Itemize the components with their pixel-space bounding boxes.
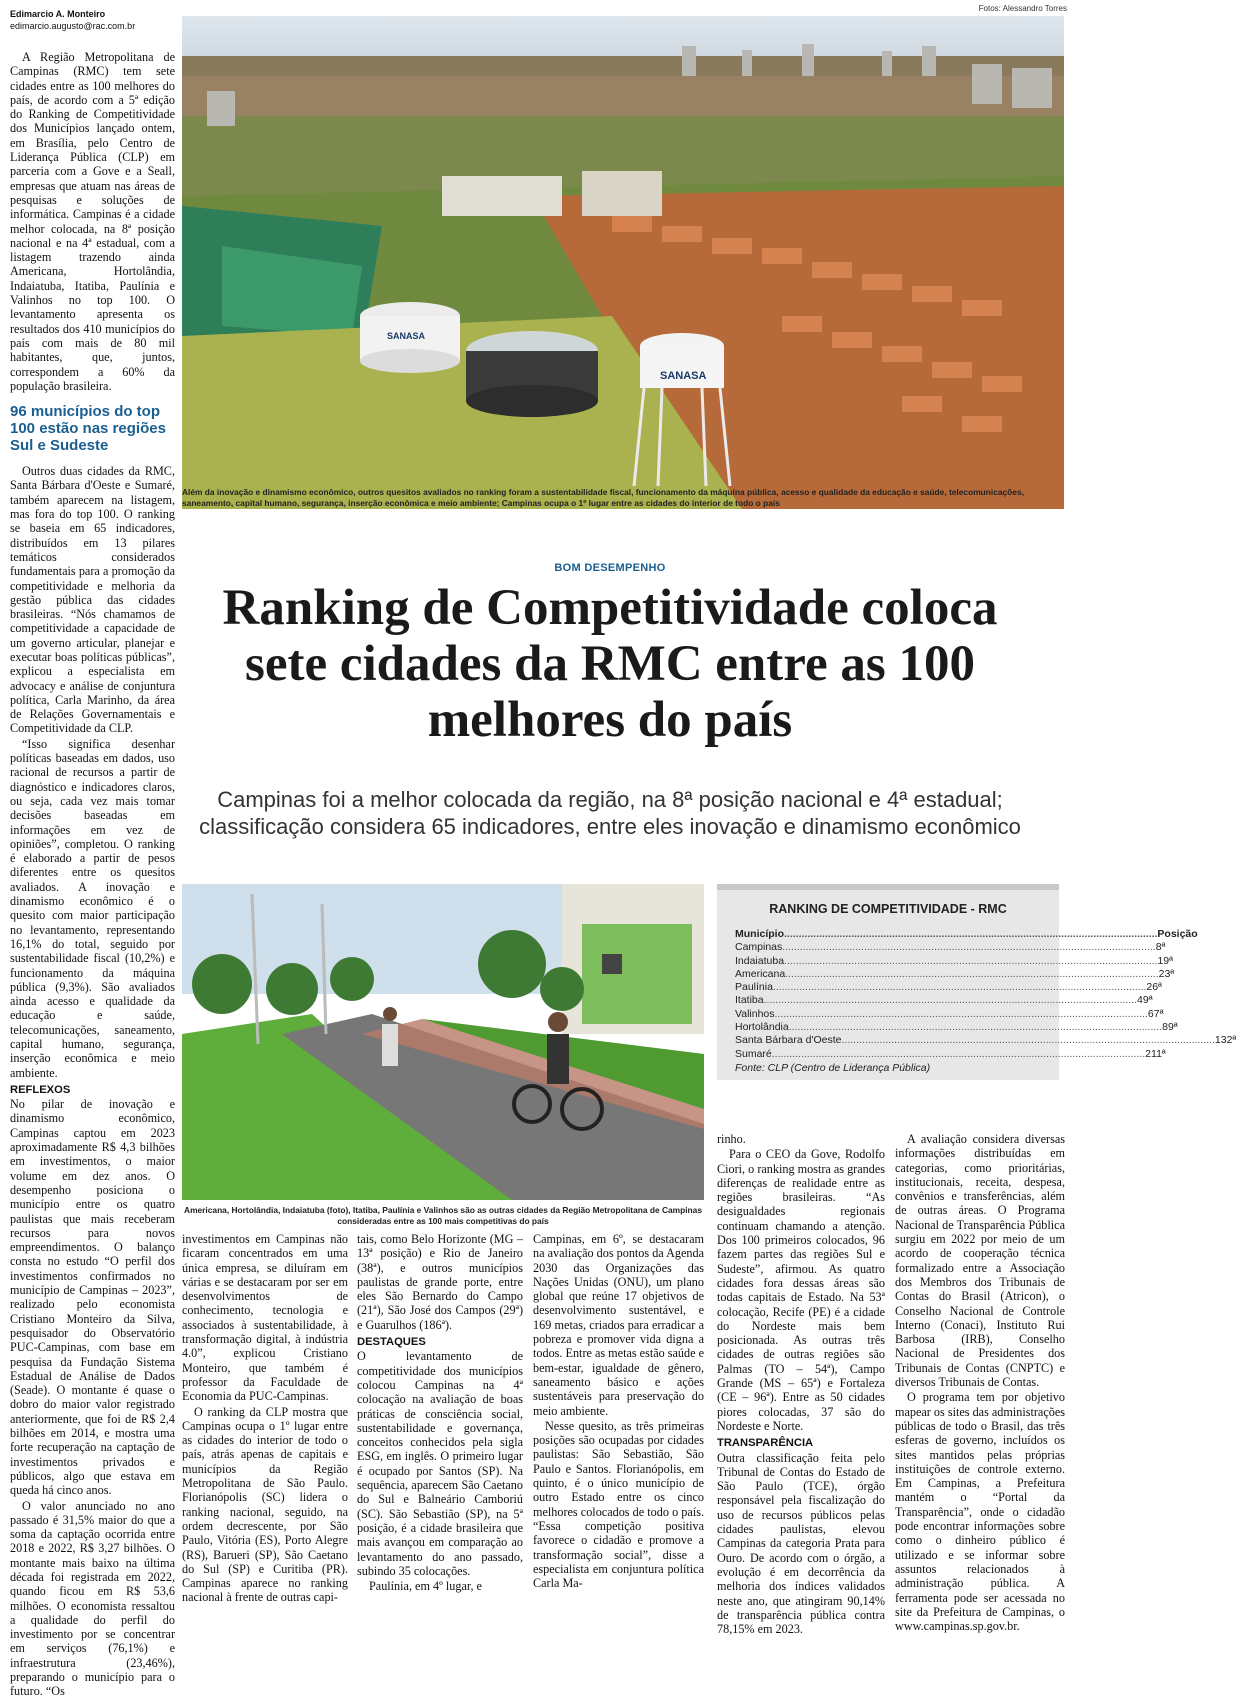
photo-caption-top: Além da inovação e dinamismo econômico, outros quesitos avaliados no ranking foram a sustentabilidade fiscal, funcionamento da máquina pública, acesso e qualidade da educação e saúde, telecomunicações, saneamento, capital humano, segurança, inserção econômica e meio ambiente; Campinas ocupa o 1º lugar entre as cidades do interior de todo o país <box>182 487 1024 508</box>
ranking-source: Fonte: CLP (Centro de Liderança Pública) <box>735 1061 931 1074</box>
paragraph: investimentos em Campinas não ficaram concentrados em uma única empresa, se diluíram em várias e se destacaram por ser em desenvolvimentos de conhecimento, tecnologia e associados à sustentabilidade, à transformação digital, à indústria 4.0”, explicou Cristiano Monteiro, que também é professor da Faculdade de Economia da PUC-Campinas. <box>182 1232 348 1404</box>
article-column-3 <box>357 1232 523 1656</box>
city-position: 49ª <box>1137 994 1153 1007</box>
city-position: 211ª <box>1145 1047 1166 1060</box>
article-column-6 <box>895 1132 1065 1656</box>
paragraph: Outra classificação feita pelo Tribunal de Contas do Estado de São Paulo (TCE), órgão responsável pela fiscalização do uso de recursos públicos pelas cidades paulistas, elevou Campinas da categoria Prata para Ouro. De acordo com o órgão, a evolução é em decorrência da melhoria dos índices validados neste ano, que atingiram 90,14% de transparência pública contra 78,15% em 2023. <box>717 1450 885 1637</box>
city-name: Paulínia <box>735 981 773 994</box>
photo-caption-bottom: Americana, Hortolândia, Indaiatuba (foto), Itatiba, Paulínia e Valinhos são as outras cidades da Região Metropolitana de Campinas consideradas entre as 100 mais competitivas do país <box>184 1205 702 1226</box>
section-heading-transparencia: TRANSPARÊNCIA <box>717 1437 814 1450</box>
ranking-title: RANKING DE COMPETITIVIDADE - RMC <box>769 902 1007 916</box>
city-name: Valinhos <box>735 1007 775 1020</box>
street-photo-illustration <box>182 884 704 1200</box>
city-position: 8ª <box>1155 941 1166 954</box>
paragraph: “Isso significa desenhar políticas baseadas em dados, uso racional de recursos a partir de diagnóstico e indicadores claros, ou seja, cada vez mais tomar decisões baseadas em informações em vez de opiniões”, completou. O ranking é elaborado a partir de pesos diferentes entre os quesitos avaliados. A inovação e dinamismo econômico é o quesito com maior participação no levantamento, representando 16,1% do total, seguido por sustentabilidade fiscal (10,2%) e funcionamento da máquina pública (9,3%). São avaliados ainda acesso e qualidade da educação e saúde, telecomunicações, saneamento, capital humano, segurança, inserção econômica e meio ambiente. <box>10 736 175 1080</box>
ranking-row <box>735 967 1175 981</box>
city-name: Campinas <box>735 941 783 954</box>
ranking-row <box>735 1007 1164 1021</box>
ranking-row <box>735 981 1162 994</box>
city-position: 19ª <box>1157 954 1174 967</box>
author-name: Edimarcio A. Monteiro <box>10 9 106 19</box>
ranking-row <box>735 941 1166 954</box>
paragraph: rinho. <box>717 1132 746 1146</box>
ranking-row <box>735 1034 1236 1047</box>
column-header-city: Município <box>735 928 784 940</box>
ranking-table <box>717 884 1236 1080</box>
paragraph: O programa tem por objetivo mapear os sites das administrações públicas de todo o Brasil, das três esferas de governo, incluídos os sites mantidos pelas próprias instituições de controle externo. Em Campinas, a Prefeitura mantém o “Portal da Transparência”, onde o cidadão pode encontrar informações sobre como o dinheiro público é utilizado e se informar sobre assuntos relacionados à administração pública. A ferramenta pode ser acessada no site da Prefeitura de Campinas, o www.campinas.sp.gov.br. <box>895 1390 1065 1634</box>
paragraph: O levantamento de competitividade dos municípios colocou Campinas na 4ª colocação na avaliação de boas práticas de consciência social, sustentabilidade e governança, conceitos conhecidos pela sigla ESG, em inglês. O primeiro lugar é ocupado por Santos (SP). Na sequência, aparecem São Caetano do Sul e Balneário Camboriú (SC). São Sebastião (SP), na 5ª posição, é a cidade brasileira que mais avançou em comparação ao levantamento do ano passado, subindo 35 colocações. <box>357 1349 523 1578</box>
article-column-4 <box>533 1232 704 1656</box>
kicker: BOM DESEMPENHO <box>554 562 666 574</box>
ranking-row <box>735 994 1153 1007</box>
paragraph: Nesse quesito, as três primeiras posições são ocupadas por cidades paulistas: São Sebastião, São Paulo e Santos. Florianópolis, em quinto, é o único município de outro Estado entre os cinco melhores colocados de todo o país. “Essa competição positiva favorece o cidadão e promove a transformação social”, disse a especialista em conjuntura política Carla Ma- <box>533 1418 704 1591</box>
city-name: Americana <box>735 967 786 980</box>
city-name: Santa Bárbara d'Oeste <box>735 1034 842 1047</box>
article-column-2 <box>182 1232 348 1656</box>
section-heading-reflexos: REFLEXOS <box>10 1083 71 1096</box>
article-column-1 <box>10 50 175 1699</box>
paragraph: No pilar de inovação e dinamismo econômico, Campinas captou em 2023 aproximadamente R$ 4,3 bilhões em investimentos, o maior volume em dez anos. O desempenho posiciona o município entre os quatro paulistas que mais receberam recursos para novos empreendimentos. O balanço consta no estudo “O perfil dos investimentos confirmados no município de Campinas – 2023”, realizado pelo economista Cristiano Monteiro da Silva, pesquisador do Observatório PUC-Campinas, com base em pesquisa da Fundação Sistema Estadual de Análise de Dados (Seade). O montante é quase o dobro do maior valor registrado anteriormente, que foi de R$ 2,4 bilhões em 2014, e mostra uma forte recuperação na captação de investimentos privados e públicos, algo que estava em queda há cinco anos. <box>10 1097 175 1498</box>
ranking-row <box>735 954 1174 968</box>
tank-label: SANASA <box>660 370 707 382</box>
city-position: 26ª <box>1146 981 1162 994</box>
street-photo <box>182 884 704 1200</box>
paragraph: A avaliação considera diversas informações distribuídas em categorias, como prioritárias, institucionais, receita, despesa, convênios e transferências, além de outras áreas. O Programa Nacional de Transparência Pública surgiu em 2022 por meio de um acordo de cooperação técnica formalizado entre a Associação dos Membros dos Tribunais de Contas do Brasil (Atricon), o Conselho Nacional de Controle Interno (Conaci), Instituto Rui Barbosa (IRB), Conselho Nacional de Presidentes dos Tribunais de Contas (CNPTC) e diversos Tribunais de Contas. <box>895 1132 1065 1390</box>
paragraph: Paulínia, em 4º lugar, e <box>369 1579 482 1594</box>
paragraph: Campinas, em 6º, se destacaram na avaliação dos pontos da Agenda 2030 das Organizações das Nações Unidas (ONU), um plano global que reúne 17 objetivos de desenvolvimento sustentável, e 169 metas, criados para erradicar a pobreza e promover vida digna a todos. Entre as metas estão saúde e bem-estar, igualdade de gênero, saneamento básico e ações sustentáveis para preservação do meio ambiente. <box>533 1232 704 1418</box>
paragraph: O ranking da CLP mostra que Campinas ocupa o 1º lugar entre as cidades do interior de todo o país, atrás apenas de capitais e municípios da Região Metropolitana de São Paulo. Florianópolis (SC) lidera o ranking nacional, seguido, na ordem decrescente, por São Paulo, Vitória (ES), Porto Alegre (RS), Barueri (SP), São Caetano do Sul (SP) e Curitiba (PR). Campinas aparece no ranking nacional à frente de outras capi- <box>182 1404 348 1605</box>
paragraph: A Região Metropolitana de Campinas (RMC) tem sete cidades entre as 100 melhores do país, de acordo com a 5ª edição do Ranking de Competitividade dos Municípios lançado ontem, em Brasília, pelo Centro de Liderança Pública (CLP) em parceria com a Gove e a Seall, empresas que atuam nas áreas de pesquisas e soluções de informática. Campinas é a cidade melhor colocada, na 8ª posição nacional e na 4ª estadual, com a listagem trazendo ainda Americana, Hortolândia, Indaiatuba, Itatiba, Paulínia e Valinhos no top 100. O levantamento apresenta os resultados dos 410 municípios do país com mais de 80 mil habitantes, que, juntos, correspondem a 60% da população brasileira. <box>10 50 175 393</box>
paragraph: Para o CEO da Gove, Rodolfo Ciori, o ranking mostra as grandes diferenças de realidade entre as regiões brasileiras. “As desigualdades regionais continuam chamando a atenção. Dos 100 primeiros colocados, 96 fazem partes das regiões Sul e Sudeste”, afirmou. As quatro cidades fora dessas áreas são todas capitais de Estado. Na 53ª colocação, Recife (PE) é a cidade do Nordeste mais bem posicionada. As outras três cidades de outras regiões são Palmas (TO – 54ª), Campo Grande (MS – 65ª) e Fortaleza (CE – 96ª). Entre as 50 cidades piores colocadas, 37 são do Nordeste e Norte. <box>717 1147 885 1433</box>
column-header-position: Posição <box>1157 928 1198 940</box>
headline: Ranking de Competitividade coloca sete cidades da RMC entre as 100 melhores do país <box>222 580 998 748</box>
aerial-photo <box>182 16 1064 509</box>
byline <box>10 8 180 32</box>
city-name: Itatiba <box>735 994 764 1007</box>
ranking-row <box>735 1021 1178 1034</box>
author-email[interactable]: edimarcio.augusto@rac.com.br <box>10 21 136 31</box>
paragraph: tais, como Belo Horizonte (MG – 13ª posição) e Rio de Janeiro (38ª), e outros municípios paulistas de grande porte, entre eles São Bernardo do Campo (21ª), São José dos Campos (29ª) e Guarulhos (186ª). <box>357 1232 523 1332</box>
article-column-5 <box>717 1132 885 1656</box>
aerial-photo-illustration <box>182 16 1064 509</box>
city-name: Sumaré <box>735 1047 772 1060</box>
city-position: 67ª <box>1147 1007 1164 1020</box>
subheading: 96 municípios do top 100 estão nas regiões Sul e Sudeste <box>10 403 166 455</box>
paragraph: Outros duas cidades da RMC, Santa Bárbara d'Oeste e Sumaré, também aparecem na listagem, mas fora do top 100. O ranking se baseia em 65 indicadores, distribuídos em 13 pilares temáticos considerados fundamentais para a promoção da competitividade e melhoria da gestão pública das cidades brasileiras. “Nós chamamos de competitividade a capacidade de um governo articular, planejar e executar boas políticas públicas”, explicou a especialista em advocacy e análise de conjuntura política, Carla Marinho, da área de Relações Governamentais e Competitividade da CLP. <box>10 464 175 736</box>
section-heading-destaques: DESTAQUES <box>357 1336 426 1349</box>
photo-credit: Fotos: Alessandro Torres <box>978 4 1067 13</box>
city-position: 23ª <box>1158 967 1175 980</box>
city-position: 132ª <box>1214 1034 1236 1047</box>
paragraph: O valor anunciado no ano passado é 31,5% maior do que a soma da captação ocorrida entre 2018 e 2022, R$ 3,27 bilhões. O montante mais baixo na última década foi registrada em 2022, quando ficou em R$ 53,6 milhões. O economista ressaltou a qualidade do perfil do investimento por se concentrar em serviços (76,1%) e infraestrutura (23,46%), preparando o município para o futuro. “Os <box>10 1498 175 1699</box>
tank-label: SANASA <box>387 331 426 341</box>
ranking-header-row <box>735 928 1198 941</box>
deck: Campinas foi a melhor colocada da região, na 8ª posição nacional e 4ª estadual; classificação considera 65 indicadores, entre eles inovação e dinamismo econômico <box>199 787 1021 839</box>
city-name: Indaiatuba <box>735 954 785 967</box>
city-position: 89ª <box>1162 1021 1178 1034</box>
ranking-row <box>735 1047 1166 1061</box>
city-name: Hortolândia <box>735 1021 789 1034</box>
